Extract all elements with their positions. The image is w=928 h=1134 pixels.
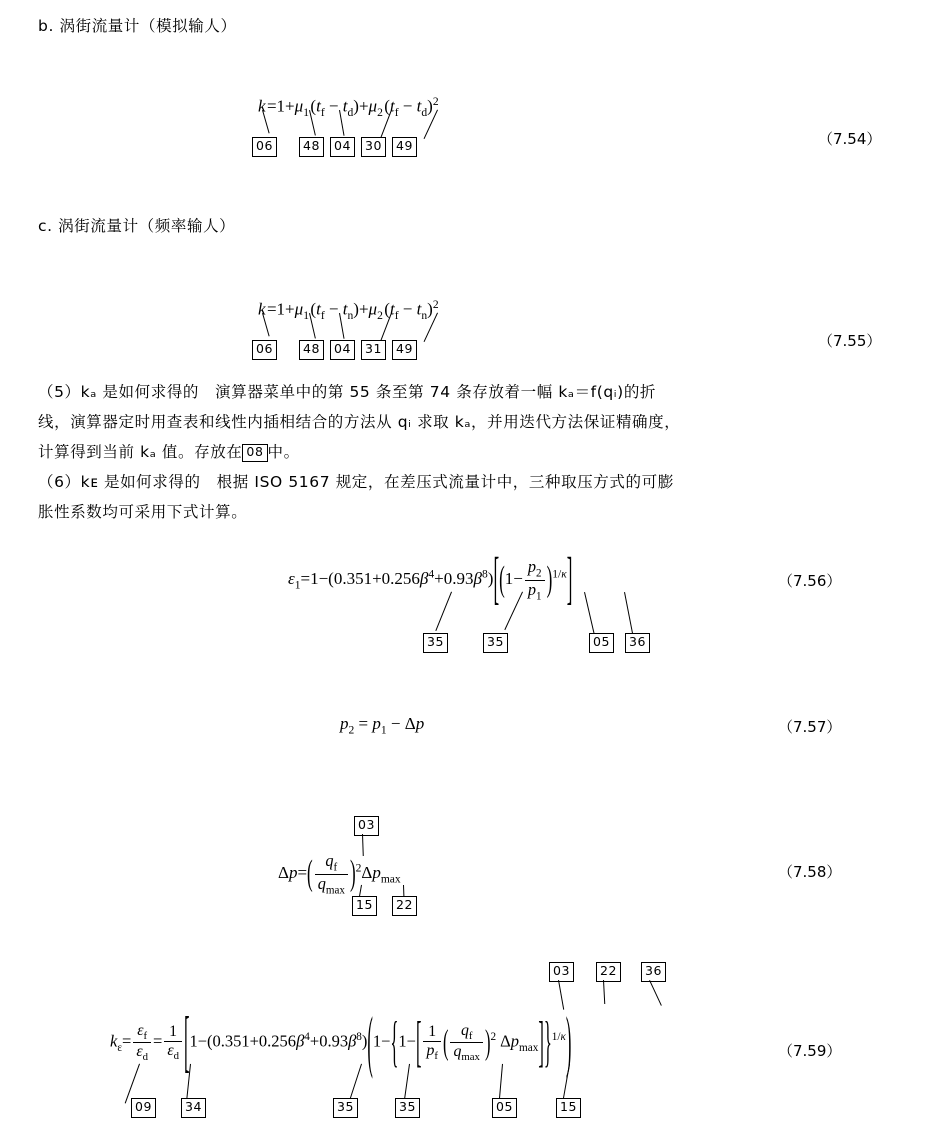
equation-number-7-54: （7.54） <box>818 130 882 148</box>
code-tag: 04 <box>330 137 355 157</box>
section-heading-b: b. 涡街流量计（模拟输人） <box>38 17 237 35</box>
code-tag: 09 <box>131 1098 156 1118</box>
code-tag: 06 <box>252 340 277 360</box>
code-tag: 36 <box>625 633 650 653</box>
code-tag: 35 <box>333 1098 358 1118</box>
code-tag: 35 <box>395 1098 420 1118</box>
paragraph-6-line-1: （6）kᴇ 是如何求得的 根据 ISO 5167 规定，在差压式流量计中，三种取压方式的可膨 <box>38 473 674 491</box>
code-tag: 15 <box>352 896 377 916</box>
code-tag: 22 <box>596 962 621 982</box>
equation-number-7-58: （7.58） <box>778 863 842 881</box>
paragraph-5-line-2: 线，演算器定时用查表和线性内插相结合的方法从 qᵢ 求取 kₐ，并用迭代方法保证精确度， <box>38 413 681 431</box>
formula-7-56: $\varepsilon_1=1-(0.351+0.256\beta^4+0.93\beta^8)[(1-$ $\frac{p_2}{p_1}$ )$^{1/\kappa}$] <box>288 546 573 611</box>
code-tag: 15 <box>556 1098 581 1118</box>
paragraph-5-line-3 <box>38 438 890 467</box>
section-heading-c: c. 涡街流量计（频率输人） <box>38 217 236 235</box>
code-tag: 03 <box>549 962 574 982</box>
paragraph-5-line-1: （5）kₐ 是如何求得的 演算器菜单中的第 55 条至第 74 条存放着一幅 kₐ＝f(qᵢ)的折 <box>38 383 657 401</box>
equation-number-7-55: （7.55） <box>818 332 882 350</box>
paragraph-6-line-2: 胀性系数均可采用下式计算。 <box>38 503 248 521</box>
formula-7-55: k $=1+\mu_1$ $(t_f - t_n)+\mu_2$ $(t_f - t_n)^2$ <box>258 298 439 323</box>
code-tag: 34 <box>181 1098 206 1118</box>
formula-7-59: $k_\varepsilon=$ $\frac{\varepsilon_f}{\varepsilon_d}$ = $\frac{1}{\varepsilon_d}$ [$1-(0.351+0.256\beta^4+0.93\beta^8)(1-\{1-$[ $\frac{1}{p_f}$ ( $\frac{q_f}{q_{max}}$ )$^2$ $\Delta p_{max}]\}^{1/\kappa}$) <box>110 1000 572 1081</box>
code-tag: 49 <box>392 340 417 360</box>
code-tag: 05 <box>492 1098 517 1118</box>
code-tag: 35 <box>483 633 508 653</box>
code-tag: 31 <box>361 340 386 360</box>
formula-7-54: k $=1+\mu_1$ $(t_f - t_d)+\mu_2$ $(t_f - t_d)^2$ <box>258 95 439 120</box>
leader-line <box>603 980 605 1004</box>
code-tag: 08 <box>242 444 267 462</box>
code-tag: 05 <box>589 633 614 653</box>
code-tag: 04 <box>330 340 355 360</box>
code-tag: 30 <box>361 137 386 157</box>
paragraph-5-line-3-text-b: 中。 <box>267 443 300 461</box>
code-tag: 36 <box>641 962 666 982</box>
code-tag: 48 <box>299 137 324 157</box>
leader-line <box>584 592 595 635</box>
code-tag: 49 <box>392 137 417 157</box>
formula-7-58: Δp=( $\frac{q_f}{q_{max}}$ )$^2\Delta p_{max}$ <box>278 851 401 896</box>
leader-line <box>649 980 662 1006</box>
equation-number-7-57: （7.57） <box>778 718 842 736</box>
leader-line <box>349 1064 362 1102</box>
code-tag: 35 <box>423 633 448 653</box>
equation-number-7-59: （7.59） <box>778 1042 842 1060</box>
paragraph-5-line-3-text-a: 计算得到当前 kₐ 值。存放在 <box>38 443 243 461</box>
code-tag: 06 <box>252 137 277 157</box>
leader-line <box>558 980 564 1010</box>
formula-7-57: $p_2 = p_1 - \Delta p$ <box>340 714 425 737</box>
code-tag: 22 <box>392 896 417 916</box>
leader-line <box>624 592 633 633</box>
code-tag: 03 <box>354 816 379 836</box>
code-tag: 48 <box>299 340 324 360</box>
equation-number-7-56: （7.56） <box>778 572 842 590</box>
